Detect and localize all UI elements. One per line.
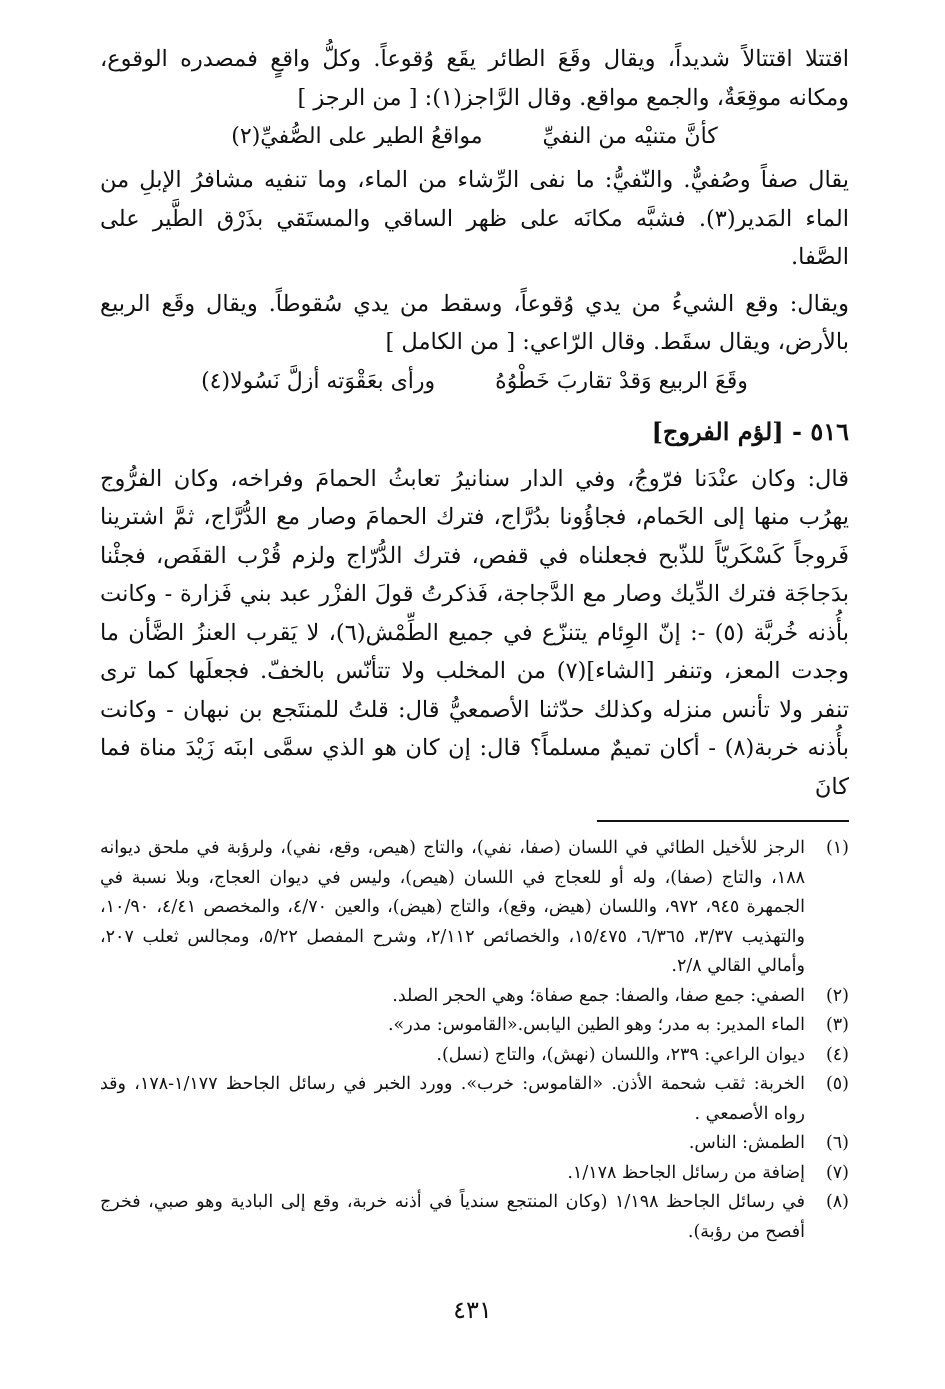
page-number: ٤٣١ [453,1296,492,1324]
verse-2-second-hemistich: ورأى بعَقْوَته أزلَّ نَسُولا(٤) [201,368,436,394]
footnote-number: (٨) [825,1192,849,1212]
footnote-3 [100,1011,849,1041]
paragraph-4: قال: وكان عنْدَنا فرّوجُ، وفي الدار سنانيرُ تعابثُ الحمامَ وفراخه، وكان الفرُّوج يهرُب منها إلى الحَمام، فجاؤُونا بدُرَّاج، فترك الحمامَ وصار مع الدُّرَّاج، ثمَّ اشترينا فَروجاً كَسْكَريّاً للذّبح فجعلناه في قفص، فترك الدُّرّاج ولزم قُرْب القفَص، فجئْنا بدَجاجَة فترك الدِّيك وصار مع الدَّجاجة، فَذكرتُ قولَ الفزْر عبد بني فَزارة - وكانت بأُذنه خُربَّة (٥) -: إنّ الوِئام يتنزّع في جميع الطِّمْش(٦)، لا يَقرب العنزُ الضَّأن ما وجدت المعز، وتنفر [الشاء](٧) من المخلب ولا تتأنّس بالخفّ. فجعلَها كما ترى تنفر ولا تأنس منزله وكذلك حدّثنا الأصمعيُّ قال: قلتُ للمنتَجع بن نبهان - وكانت بأُذنه خربة(٨) - أكان تميمٌ مسلماً؟ قال: إن كان هو الذي سمَّى ابنَه زَيْدَ مناة فما كانَ [100,465,849,800]
main-text [100,40,849,806]
footnote-text: الخربة: ثقب شحمة الأذن. «القاموس: خرب». وورد الخبر في رسائل الجاحظ ١/١٧٧-١٧٨، وقد رواه الأصمعي . [100,1074,805,1124]
footnote-text: إضافة من رسائل الجاحظ ١/١٧٨. [567,1162,805,1183]
verse-1-first-hemistich: كأنَّ متنيْه من النفيِّ [542,124,718,149]
footnote-number: (٤) [825,1044,849,1065]
paragraph-1: اقتتلا اقتتالاً شديداً، ويقال وقَعَ الطائر يقَع وُقوعاً. وكلُّ واقعٍ فمصدره الوقوع، ومكانه موقِعَةٌ، والجمع مواقع. وقال الرَّاجز(١): [ من الرجز ] [100,46,849,111]
footnote-number: (٦) [825,1133,849,1153]
footnote-number: (٣) [825,1015,849,1035]
footnote-text: ديوان الراعي: ٢٣٩، واللسان (نهش)، والتاج (نسل). [436,1044,805,1065]
paragraph-3: ويقال: وقع الشيءُ من يدي وُقوعاً، وسقط من يدي سُقوطاً. ويقال وقَع الربيع بالأرض، ويقال سقَط. وقال الرّاعي: [ من الكامل ] [100,290,849,355]
footnote-number: (٢) [825,985,849,1006]
footnote-text: الماء المدير: به مدر؛ وهو الطين اليابس.«القاموس: مدر». [387,1015,805,1035]
verse-1 [100,117,849,157]
footnote-divider [597,820,849,822]
footnote-text: في رسائل الجاحظ ١/١٩٨ (وكان المنتجع سندياً في أذنه خربة، وقع إلى البادية وهو صبي، فخرج أفصح من رؤبة). [100,1192,805,1242]
footnotes [100,834,849,1247]
footnote-5 [100,1070,849,1129]
footnote-7 [100,1159,849,1189]
section-title: ٥١٦ - [لؤم الفروج] [651,416,849,446]
footnote-number: (٧) [825,1162,849,1183]
footnote-6 [100,1129,849,1159]
verse-1-second-hemistich: مواقعُ الطير على الصُّفيِّ(٢) [231,124,483,149]
verse-2 [100,362,849,402]
footnote-2 [100,982,849,1012]
footnote-number: (٥) [825,1074,849,1094]
footnote-text: الرجز للأخيل الطائي في اللسان (صفا، نفي)، والتاج (هيص، وقع، نفي)، ولرؤبة في ملحق ديوانه ١٨٨، والتاج (صفا)، وله أو للعجاج في اللسان (هيص)، وليس في ديوان العجاج، وبلا نسبة في الجمهرة ٩٤٥، ٩٧٢، واللسان (هيض، وقع)، والتاج (هيض)، والعين ٤/٧٠، والمخصص ٤/٤١، ١٠/٩٠، والتهذيب ٣/٣٧، ٦/٣٦٥، ١٥/٤٧٥، والخصائص ٢/١١٢، وشرح المفصل ٥/٢٢، ومجالس ثعلب ٢٠٧، وأمالي القالي ٢/٨. [100,838,805,976]
paragraph-2: يقال صفاً وصُفيٌّ. والنّفيُّ: ما نفى الرِّشاء من الماء، وما تنفيه مشافرُ الإبلِ من الماء المَدير(٣). فشبَّه مكانَه على ظهر الساقي والمستَقي بذَرْق الطَّير على الصَّفا. [100,167,849,270]
footnote-text: الصفي: جمع صفا، والصفا: جمع صفاة؛ وهي الحجر الصلد. [392,985,805,1006]
footnote-text: الطمش: الناس. [688,1133,805,1153]
footnote-1 [100,834,849,982]
footnote-4 [100,1041,849,1071]
verse-2-first-hemistich: وقَعَ الربيع وَقدْ تقاربَ خَطْوُهُ [495,368,748,394]
footnote-8 [100,1188,849,1247]
footnote-number: (١) [825,838,849,858]
